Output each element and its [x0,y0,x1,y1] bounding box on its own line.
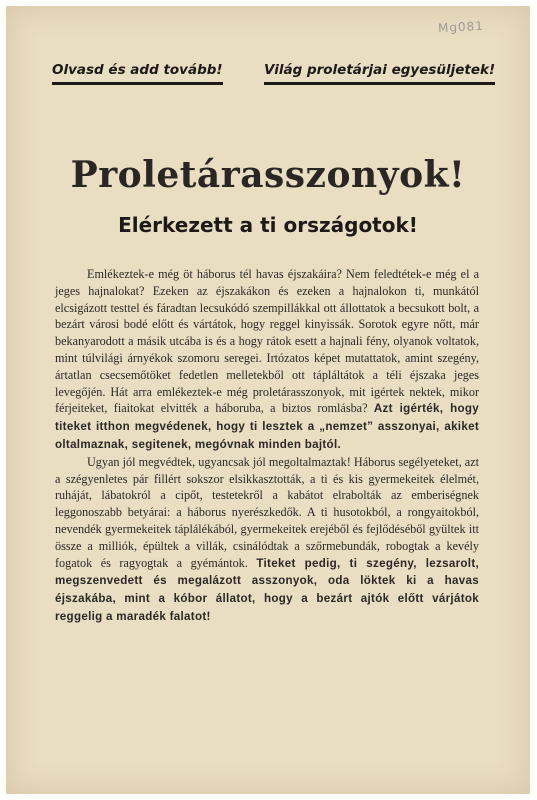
paragraph-bold-text: Azt igérték, hogy titeket itthon megvédenek, hogy ti lesztek a „nemzet” asszonyai, akiket oltalmaznak, segitenek, megóvnak minden bajtól. [55,402,479,451]
subheadline: Elérkezett a ti országotok! [118,213,418,237]
slogan-workers-unite: Világ proletárjai egyesüljetek! [264,62,495,85]
headline: Proletárasszonyok! [70,154,466,196]
paragraph-text: Ugyan jól megvédtek, ugyancsak jól megoltalmaztak! Háborus segélyeteket, azt a szégyenletes pár fillért sokszor elsikkasztották, a ti és kis gyermekeitek élelmét, ruháját, lábatokról a cipőt, testetekről a kabátot elrabolták az emberiségnek leggonoszabb betyárai: a háborus nyerészkedők. A ti husotokból, a rongyaitokból, nevendék gyermekeitek táplálékából, gyermekeitek erejéből és fejlődéséből gyültek itt össze a milliók, épültek a villák, csinálódtak a szőrmebundák, robogtak a kevély fogatok és ragyogtak a gyémántok. [55,454,479,570]
body-text [55,266,479,626]
paragraph [55,266,479,454]
archive-mark: Mg081 [437,18,485,36]
paragraph [55,454,479,626]
paragraph-bold-text: Titeket pedig, ti szegény, lezsarolt, megszenvedett és megalázott asszonyok, oda löktek ki a havas éjszakába, mint a kóbor állatot, hogy a bezárt ajtók előtt várjátok reggelig a maradék falatot! [55,556,480,623]
paragraph-text: Emlékeztek-e még öt háborus tél havas éjszakáira? Nem feledtétek-e még el a jeges hajnalokat? Ezeken az éjszakákon és ezeken a hajnalokon ti, munkától elcsigázott testtel és fáradtan lecsukódó szempillákkal ott állottatok a becsukott bolt, a bezárt városi bodé előtt és vártátok, hogy reggel kinyissák. Sorotok egyre nőtt, már bekanyarodott a másik utcába is és a hogy rátok esett a hajnali fény, olyanok voltatok, mint túlvilági árnyékok szomoru seregei. Irtózatos képet mutattatok, amint szegény, ártatlan csecsemőtöket fedetlen melletekből ott tápláltátok a téli éjszaka jeges levegőjén. Hát arra emlékeztek-e még proletárasszonyok, mit igértek nektek, mikor férjeiteket, fiaitokat elvitték a háboruba, a biztos romlásba? [55,267,479,416]
leaflet-page [6,6,530,794]
slogan-read-and-pass: Olvasd és add tovább! [52,62,223,85]
